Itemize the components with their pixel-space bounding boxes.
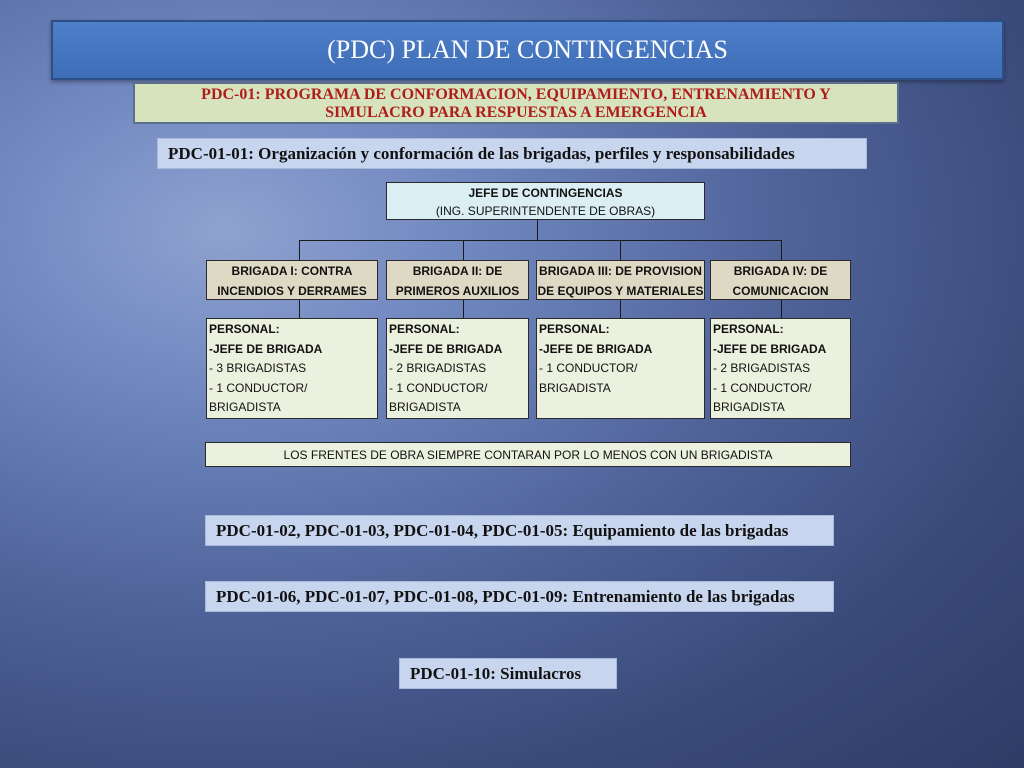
brigade-4-title-line-1: BRIGADA IV: DE (733, 264, 828, 278)
personnel-item: - 1 CONDUCTOR/ (713, 380, 812, 395)
personnel-item: BRIGADISTA (389, 400, 461, 414)
brigade-2-personnel (386, 318, 529, 419)
section-entrenamiento: PDC-01-06, PDC-01-07, PDC-01-08, PDC-01-09: Entrenamiento de las brigadas (205, 581, 834, 612)
personnel-item: - 1 CONDUCTOR/ (389, 380, 488, 395)
brigade-2-title-line-1: BRIGADA II: DE (412, 264, 503, 278)
brigade-4-title-line-2: COMUNICACION (732, 284, 829, 298)
org-head-subtitle: (ING. SUPERINTENDENTE DE OBRAS) (435, 204, 656, 218)
org-head-title: JEFE DE CONTINGENCIAS (468, 186, 623, 200)
brigade-1-personnel (206, 318, 378, 419)
slide-title: (PDC) PLAN DE CONTINGENCIAS (51, 20, 1004, 80)
connector-personal-2 (463, 300, 464, 318)
org-head-box (386, 182, 705, 220)
personnel-leader: -JEFE DE BRIGADA (713, 341, 827, 356)
connector-brigade-2 (463, 240, 464, 260)
personnel-item: - 1 CONDUCTOR/ (539, 361, 638, 375)
section-simulacros: PDC-01-10: Simulacros (399, 658, 617, 689)
connector-brigade-1 (299, 240, 300, 260)
connector-horizontal (299, 240, 782, 241)
connector-personal-1 (299, 300, 300, 318)
personnel-leader: -JEFE DE BRIGADA (389, 341, 503, 356)
program-box (133, 82, 899, 124)
brigade-3-title-line-1: BRIGADA III: DE PROVISION (539, 264, 702, 278)
brigade-1-title-line-2: INCENDIOS Y DERRAMES (217, 284, 367, 298)
connector-head-down (537, 220, 538, 241)
program-line-2: SIMULACRO PARA RESPUESTAS A EMERGENCIA (325, 104, 707, 121)
section-equipamiento: PDC-01-02, PDC-01-03, PDC-01-04, PDC-01-05: Equipamiento de las brigadas (205, 515, 834, 546)
personnel-item: - 2 BRIGADISTAS (389, 361, 487, 375)
personnel-item: - 2 BRIGADISTAS (713, 361, 811, 375)
personal-label: PERSONAL: (389, 322, 460, 336)
brigade-2-box (386, 260, 529, 300)
personnel-item: BRIGADISTA (209, 400, 281, 414)
brigade-4-personnel (710, 318, 851, 419)
section-organizacion: PDC-01-01: Organización y conformación de las brigadas, perfiles y responsabilidades (157, 138, 867, 169)
personnel-item: BRIGADISTA (539, 380, 611, 395)
personal-label: PERSONAL: (539, 322, 610, 336)
connector-brigade-3 (620, 240, 621, 260)
connector-personal-4 (781, 300, 782, 318)
personnel-leader: -JEFE DE BRIGADA (209, 341, 323, 356)
program-line-1: PDC-01: PROGRAMA DE CONFORMACION, EQUIPAMIENTO, ENTRENAMIENTO Y (201, 86, 831, 103)
brigade-3-personnel (536, 318, 705, 419)
brigade-4-box (710, 260, 851, 300)
personnel-leader: -JEFE DE BRIGADA (539, 341, 653, 356)
brigade-3-box (536, 260, 705, 300)
brigade-2-title-line-2: PRIMEROS AUXILIOS (395, 284, 520, 298)
personal-label: PERSONAL: (209, 322, 280, 336)
org-footer-note: LOS FRENTES DE OBRA SIEMPRE CONTARAN POR LO MENOS CON UN BRIGADISTA (205, 442, 851, 467)
personnel-item: - 3 BRIGADISTAS (209, 361, 307, 375)
brigade-1-title-line-1: BRIGADA I: CONTRA (231, 264, 353, 278)
connector-personal-3 (620, 300, 621, 318)
brigade-1-box (206, 260, 378, 300)
personnel-item: BRIGADISTA (713, 400, 785, 414)
personal-label: PERSONAL: (713, 322, 784, 336)
brigade-3-title-line-2: DE EQUIPOS Y MATERIALES (537, 284, 704, 298)
connector-brigade-4 (781, 240, 782, 260)
personnel-item: - 1 CONDUCTOR/ (209, 380, 308, 395)
